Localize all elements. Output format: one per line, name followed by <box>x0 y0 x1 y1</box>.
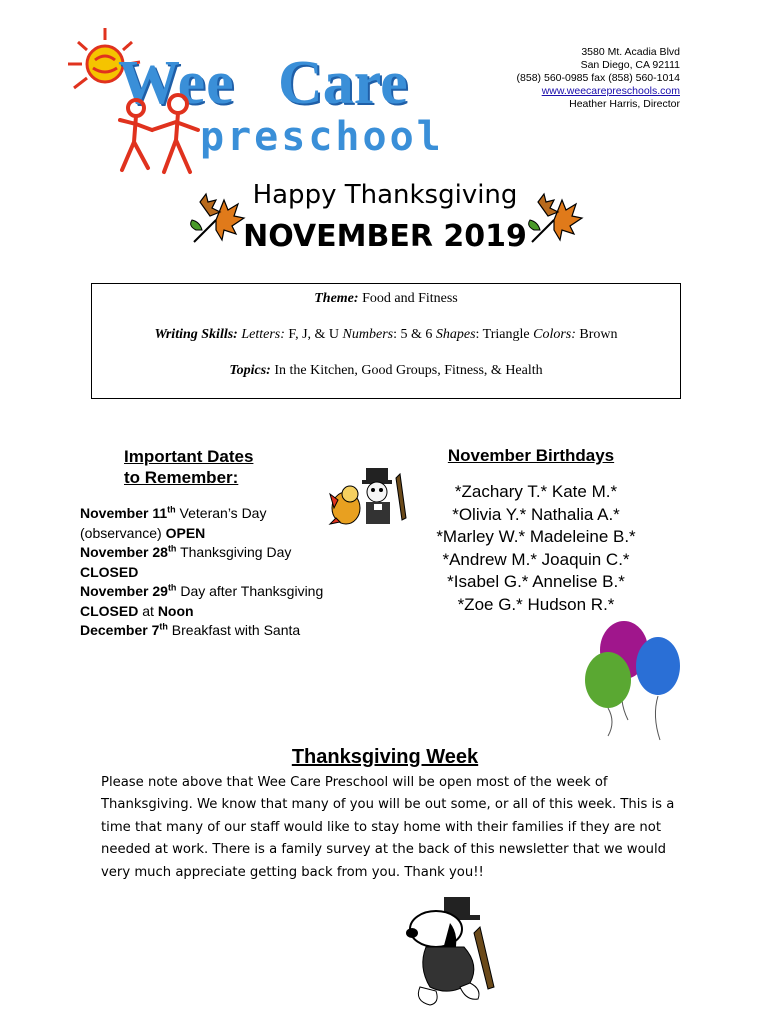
date-item-text: Day after Thanksgiving <box>176 583 324 599</box>
birthday-line: *Zachary T.* Kate M.* <box>454 482 618 501</box>
date-item-suffix: th <box>167 504 176 515</box>
date-item-continued <box>80 602 370 622</box>
birthday-line: *Andrew M.* Joaquin C.* <box>442 549 630 569</box>
letters-label: Letters: <box>237 327 285 342</box>
important-dates-list <box>80 504 370 641</box>
date-item-suffix: th <box>167 582 177 593</box>
topics-value: In the Kitchen, Good Groups, Fitness, & Health <box>270 363 543 378</box>
thanksgiving-week-body: Please note above that Wee Care Preschool will be open most of the week of Thanksgiving. We know that many of you will be out some, or all of this week. This is a time that many of our staff would like to stay home with their families if they are not needed at work. There is a family survey at the back of this newsletter that we would very much appreciate getting back from you. Thank you!! <box>101 775 675 880</box>
date-item <box>80 504 370 524</box>
birthday-line: *Zoe G.* Hudson R.* <box>457 594 615 614</box>
theme-row <box>92 291 680 307</box>
date-item-continued <box>80 563 370 583</box>
address-line1: 3580 Mt. Acadia Blvd <box>581 46 680 58</box>
date-item-status: CLOSED <box>80 602 139 619</box>
date-item-text: at <box>138 602 158 619</box>
date-item <box>80 582 370 602</box>
numbers-value: : 5 & 6 <box>393 327 436 342</box>
autumn-leaf-icon <box>524 190 584 250</box>
address-line2: San Diego, CA 92111 <box>580 59 680 71</box>
date-item-text: Breakfast with Santa <box>167 622 301 638</box>
shapes-label: Shapes <box>435 327 476 342</box>
date-item-date: November 11 <box>80 505 168 521</box>
date-item <box>80 543 370 563</box>
date-item-text: Thanksgiving Day <box>176 544 292 560</box>
date-item-text: (observance) <box>80 524 166 541</box>
birthdays-list <box>400 481 672 616</box>
birthday-line: *Olivia Y.* Nathalia A.* <box>452 504 620 524</box>
thanksgiving-week-heading: Thanksgiving Week <box>291 746 479 768</box>
colors-label: Colors: <box>533 327 576 342</box>
date-item-status: CLOSED <box>80 563 139 580</box>
theme-label: Theme: <box>314 291 359 306</box>
date-item-suffix: th <box>159 621 168 632</box>
date-item <box>80 621 370 641</box>
writing-skills-label: Writing Skills: <box>154 327 238 342</box>
preschool-logo <box>60 22 444 182</box>
birthdays-heading: November Birthdays <box>447 446 615 465</box>
date-item-suffix: th <box>167 543 177 554</box>
date-item-date: November 29 <box>80 583 168 599</box>
theme-value: Food and Fitness <box>358 291 458 306</box>
month-heading: NOVEMBER 2019 <box>243 219 527 254</box>
date-item-text: Veteran’s Day <box>175 505 267 521</box>
topics-row <box>92 363 680 379</box>
numbers-label: Numbers <box>342 327 394 342</box>
balloons-icon <box>578 618 688 742</box>
date-item-continued <box>80 524 370 544</box>
important-dates-heading <box>124 446 253 488</box>
snoopy-pilgrim-icon <box>400 893 496 1013</box>
topics-label: Topics: <box>229 363 271 378</box>
birthday-line: *Marley W.* Madeleine B.* <box>436 527 636 546</box>
website-link[interactable]: www.weecarepreschools.com <box>541 85 680 97</box>
date-item-status: OPEN <box>165 524 206 541</box>
autumn-leaf-icon <box>186 190 246 250</box>
date-item-date: December 7 <box>80 622 160 638</box>
date-item-time: Noon <box>157 602 194 619</box>
letters-value: F, J, & U <box>284 327 343 342</box>
birthday-line: *Isabel G.* Annelise B.* <box>447 572 625 591</box>
dates-heading-line1: Important Dates <box>124 447 254 466</box>
logo-text-preschool: preschool <box>200 114 444 160</box>
dates-heading-line2: to Remember: <box>124 468 239 487</box>
writing-skills-row <box>92 327 680 343</box>
shapes-value: : Triangle <box>475 327 534 342</box>
logo-text-care: Care <box>278 49 408 117</box>
greeting-heading: Happy Thanksgiving <box>252 180 518 210</box>
colors-value: Brown <box>575 327 618 342</box>
contact-block <box>460 46 680 111</box>
curriculum-box <box>91 283 681 399</box>
director-name: Heather Harris, Director <box>569 98 680 110</box>
children-icon <box>112 90 212 182</box>
logo-text-wee: Wee <box>118 49 235 117</box>
phone-fax: (858) 560-0985 fax (858) 560-1014 <box>516 72 680 84</box>
date-item-date: November 28 <box>80 544 168 560</box>
